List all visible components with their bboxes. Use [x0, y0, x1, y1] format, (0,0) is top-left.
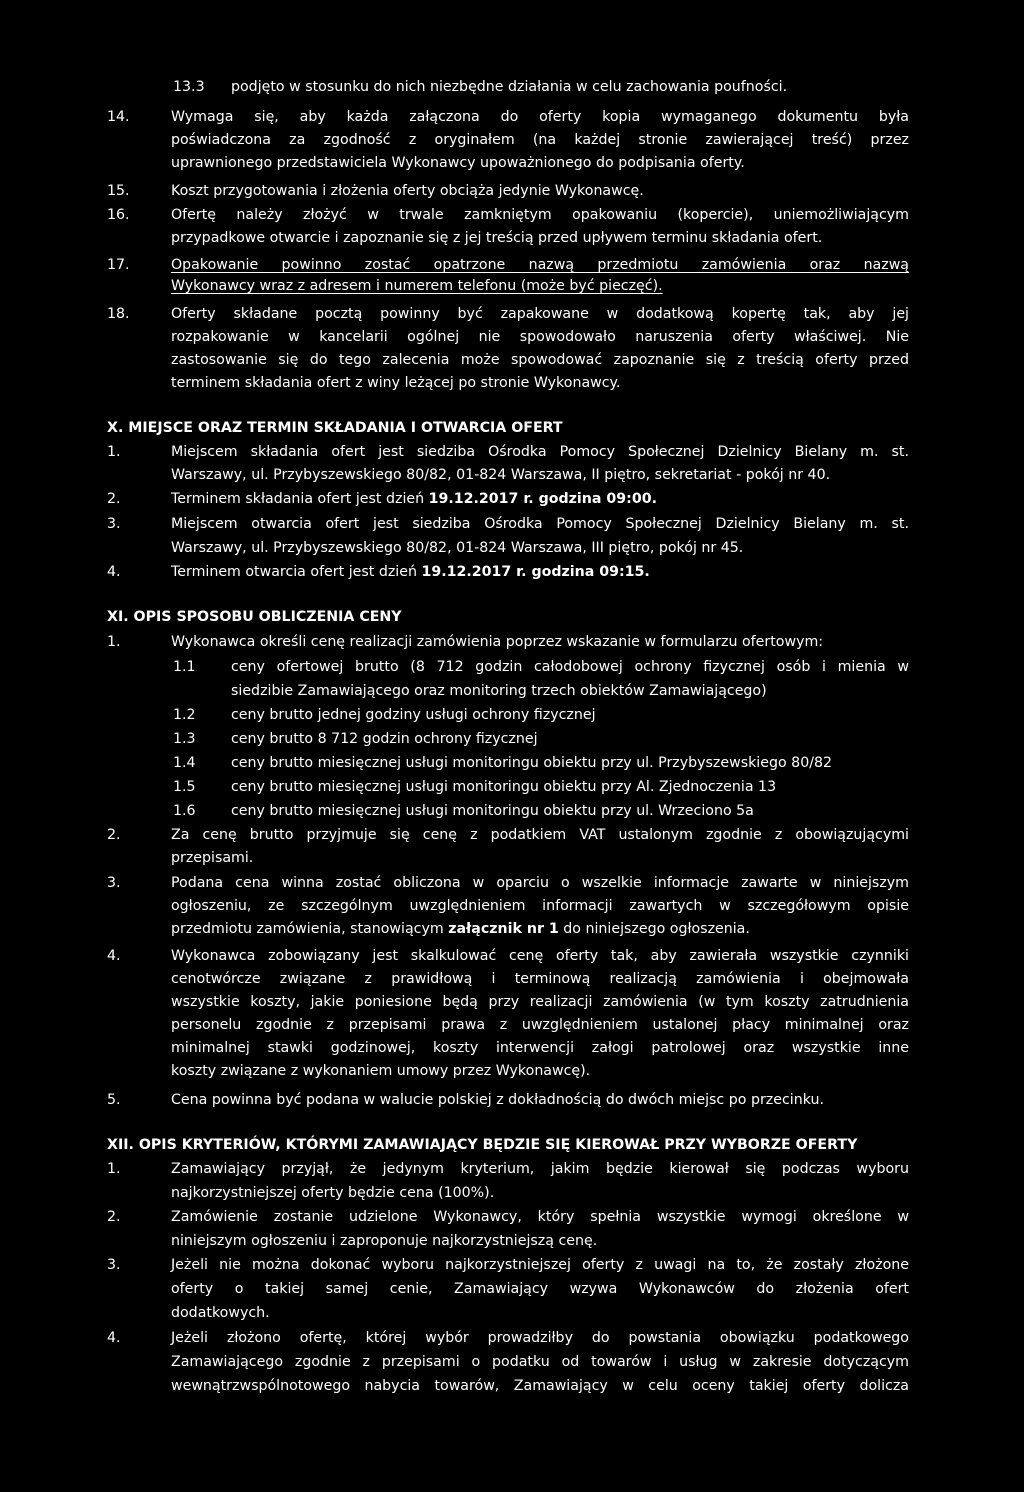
paragraph-line [171, 561, 650, 584]
item-number: 2. [107, 1209, 121, 1225]
paragraph-line: Wymaga się, aby każda załączona do oferty kopia wymaganego dokumentu była [171, 109, 909, 125]
paragraph-line: koszty związane z wykonaniem umowy przez Wykonawcę). [171, 1063, 591, 1079]
paragraph-line: ceny brutto miesięcznej usługi monitoringu obiektu przy ul. Wrzeciono 5a [231, 803, 754, 819]
subitem-number: 1.3 [173, 731, 196, 747]
paragraph-line: ceny brutto miesięcznej usługi monitoringu obiektu przy Al. Zjednoczenia 13 [231, 779, 777, 795]
section-heading: XII. OPIS KRYTERIÓW, KTÓRYMI ZAMAWIAJĄCY BĘDZIE SIĘ KIEROWAŁ PRZY WYBORZE OFERTY [107, 1137, 858, 1153]
item-number: 4. [107, 564, 121, 580]
subitem-number: 1.6 [173, 803, 196, 819]
paragraph-line: Za cenę brutto przyjmuje się cenę z podatkiem VAT ustalonym zgodnie z obowiązującymi [171, 827, 909, 843]
paragraph-line: Warszawy, ul. Przybyszewskiego 80/82, 01-824 Warszawa, III piętro, pokój nr 45. [171, 540, 744, 556]
item-number: 18. [107, 306, 130, 322]
paragraph-line: Miejscem składania ofert jest siedziba Ośrodka Pomocy Społecznej Dzielnicy Bielany m. st. [171, 444, 909, 460]
paragraph-line: poświadczona za zgodność z oryginałem (na każdej stronie zawierającej treść) przez [171, 132, 909, 148]
paragraph-line: niniejszym ogłoszeniu i zaproponuje najkorzystniejszą cenę. [171, 1233, 598, 1249]
item-number: 14. [107, 109, 130, 125]
item-number: 2. [107, 827, 121, 843]
paragraph-text: Terminem składania ofert jest dzień [171, 491, 429, 507]
paragraph-line: Oferty składane pocztą powinny być zapakowane w dodatkową kopertę tak, aby jej [171, 306, 909, 322]
item-number: 15. [107, 183, 130, 199]
paragraph-line: cenotwórcze związane z prawidłową i terminową realizacją zamówienia i obejmowała [171, 971, 909, 987]
item-number: 1. [107, 634, 121, 650]
item-number: 4. [107, 948, 121, 964]
paragraph-line: ceny ofertowej brutto (8 712 godzin całodobowej ochrony fizycznej osób i mienia w [231, 659, 909, 675]
item-number: 3. [107, 516, 121, 532]
attachment-reference: załącznik nr 1 [448, 921, 559, 937]
item-number: 13.3 [173, 79, 205, 95]
paragraph-line: najkorzystniejszej oferty będzie cena (100%). [171, 1185, 495, 1201]
paragraph-line: ceny brutto 8 712 godzin ochrony fizycznej [231, 731, 538, 747]
subitem-number: 1.4 [173, 755, 196, 771]
paragraph-line: Miejscem otwarcia ofert jest siedziba Ośrodka Pomocy Społecznej Dzielnicy Bielany m. st. [171, 516, 909, 532]
paragraph-line: wszystkie koszty, jakie poniesione będą przy realizacji zamówienia (w tym koszty zatrudnienia [171, 994, 909, 1010]
item-number: 1. [107, 444, 121, 460]
date-time-bold: 19.12.2017 r. godzina 09:15. [421, 564, 650, 580]
item-number: 3. [107, 875, 121, 891]
item-number: 3. [107, 1257, 121, 1273]
paragraph-line: Ofertę należy złożyć w trwale zamkniętym opakowaniu (kopercie), uniemożliwiającym [171, 207, 909, 223]
paragraph-line: Wykonawcy wraz z adresem i numerem telefonu (może być pieczęć). [171, 278, 663, 294]
paragraph-line: Opakowanie powinno zostać opatrzone nazwą przedmiotu zamówienia oraz nazwą [171, 257, 909, 273]
section-heading: XI. OPIS SPOSOBU OBLICZENIA CENY [107, 609, 402, 625]
paragraph-line: terminem składania ofert z winy leżącej po stronie Wykonawcy. [171, 375, 621, 391]
paragraph-line [171, 918, 750, 941]
paragraph-line: minimalnej stawki godzinowej, koszty interwencji załogi patrolowej oraz wszystkie inne [171, 1040, 909, 1056]
paragraph-line: Podana cena winna zostać obliczona w oparciu o wszelkie informacje zawarte w niniejszym [171, 875, 909, 891]
paragraph-line: personelu zgodnie z przepisami prawa z uwzględnieniem ustalonej płacy minimalnej oraz [171, 1017, 909, 1033]
paragraph-line: ceny brutto miesięcznej usługi monitoringu obiektu przy ul. Przybyszewskiego 80/82 [231, 755, 833, 771]
paragraph-line: ogłoszeniu, ze szczególnym uwzględnieniem informacji zawartych w szczegółowym opisie [171, 898, 909, 914]
paragraph-line: Zamawiającego zgodnie z przepisami o podatku od towarów i usług w zakresie dotyczącym [171, 1354, 909, 1370]
paragraph-text: przedmiotu zamówienia, stanowiącym [171, 921, 449, 937]
paragraph-text: Terminem otwarcia ofert jest dzień [171, 564, 422, 580]
subitem-number: 1.2 [173, 707, 196, 723]
paragraph-line: wewnątrzwspólnotowego nabycia towarów, Zamawiający w celu oceny takiej oferty dolicza [171, 1378, 909, 1394]
paragraph-line: zastosowanie się do tego zalecenia może spowodować zapoznanie się z treścią oferty przed [171, 352, 909, 368]
item-number: 16. [107, 207, 130, 223]
paragraph-line: Koszt przygotowania i złożenia oferty obciąża jedynie Wykonawcę. [171, 183, 644, 199]
item-number: 2. [107, 491, 121, 507]
item-number: 17. [107, 257, 130, 273]
paragraph-line: Zamówienie zostanie udzielone Wykonawcy, który spełnia wszystkie wymogi określone w [171, 1209, 909, 1225]
paragraph-line: Cena powinna być podana w walucie polskiej z dokładnością do dwóch miejsc po przecinku. [171, 1092, 824, 1108]
section-heading: X. MIEJSCE ORAZ TERMIN SKŁADANIA I OTWARCIA OFERT [107, 420, 563, 436]
paragraph-line: Wykonawca zobowiązany jest skalkulować cenę oferty tak, aby zawierała wszystkie czynniki [171, 948, 909, 964]
date-time-bold: 19.12.2017 r. godzina 09:00. [428, 491, 657, 507]
paragraph-line: uprawnionego przedstawiciela Wykonawcy upoważnionego do podpisania oferty. [171, 155, 745, 171]
paragraph-line: siedzibie Zamawiającego oraz monitoring trzech obiektów Zamawiającego) [231, 683, 767, 699]
paragraph-line: przepisami. [171, 850, 254, 866]
paragraph-line: Jeżeli nie można dokonać wyboru najkorzystniejszej oferty z uwagi na to, że zostały złożone [171, 1257, 909, 1273]
paragraph-line: Warszawy, ul. Przybyszewskiego 80/82, 01-824 Warszawa, II piętro, sekretariat - pokój nr 40. [171, 467, 831, 483]
item-number: 1. [107, 1161, 121, 1177]
paragraph-line: podjęto w stosunku do nich niezbędne działania w celu zachowania poufności. [231, 79, 788, 95]
paragraph-line: rozpakowanie w kancelarii ogólnej nie spowodowało naruszenia oferty właściwej. Nie [171, 329, 909, 345]
paragraph-line: Wykonawca określi cenę realizacji zamówienia poprzez wskazanie w formularzu ofertowym: [171, 634, 824, 650]
paragraph-text: do niniejszego ogłoszenia. [558, 921, 750, 937]
paragraph-line [171, 488, 657, 511]
item-number: 4. [107, 1330, 121, 1346]
subitem-number: 1.5 [173, 779, 196, 795]
subitem-number: 1.1 [173, 659, 196, 675]
paragraph-line: Zamawiający przyjął, że jedynym kryterium, jakim będzie kierował się podczas wyboru [171, 1161, 909, 1177]
paragraph-line: ceny brutto jednej godziny usługi ochrony fizycznej [231, 707, 596, 723]
paragraph-line: oferty o takiej samej cenie, Zamawiający wzywa Wykonawców do złożenia ofert [171, 1281, 909, 1297]
paragraph-line: przypadkowe otwarcie i zapoznanie się z jej treścią przed upływem terminu składania ofert. [171, 230, 823, 246]
paragraph-line: Jeżeli złożono ofertę, której wybór prowadziłby do powstania obowiązku podatkowego [171, 1330, 909, 1346]
item-number: 5. [107, 1092, 121, 1108]
paragraph-line: dodatkowych. [171, 1305, 270, 1321]
